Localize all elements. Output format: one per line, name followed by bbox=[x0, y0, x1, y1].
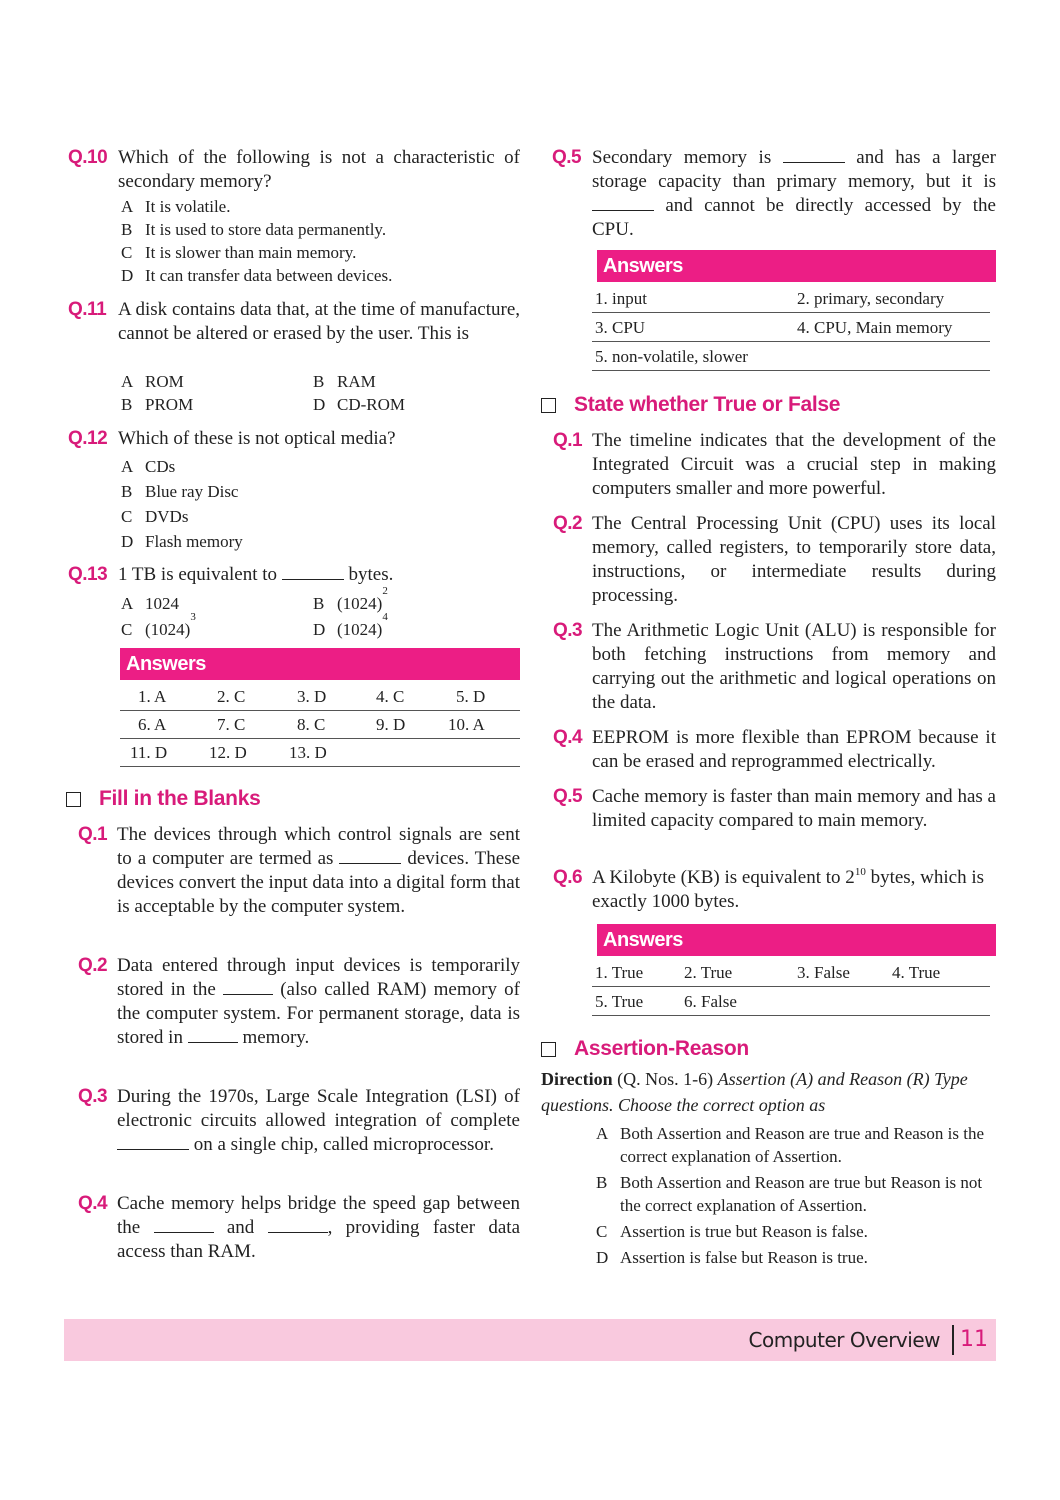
question-number: Q.3 bbox=[553, 620, 583, 641]
question-text: The Central Processing Unit (CPU) uses its local memory, called registers, to temporarily store data, instructions, or intermediate results during processing. bbox=[592, 513, 996, 606]
question-number: Q.12 bbox=[68, 428, 108, 449]
tf-question-5 bbox=[553, 785, 996, 833]
option: D (1024) 4 bbox=[313, 611, 388, 639]
section-assertion-reason bbox=[541, 1037, 749, 1061]
checkbox-icon bbox=[541, 398, 556, 413]
option: B RAM bbox=[313, 372, 376, 391]
option: C Assertion is true but Reason is false. bbox=[596, 1222, 868, 1241]
question-11-options bbox=[121, 370, 513, 416]
option: B Both Assertion and Reason are true but Reason is not the correct explanation of Assertion. bbox=[596, 1173, 983, 1215]
question-text: The devices through which control signals are sent to a computer are termed as devices. These devices convert the input data into a digital form that is acceptable by the computer system. bbox=[117, 824, 521, 917]
question-number: Q.5 bbox=[552, 147, 582, 168]
blank bbox=[268, 1216, 328, 1233]
answers-row: 1. A 2. C 3. D 4. C 5. D bbox=[120, 683, 520, 711]
question-text: During the 1970s, Large Scale Integration (LSI) of electronic circuits allowed integration of complete on a single chip, called microprocessor. bbox=[117, 1086, 520, 1155]
question-number: Q.1 bbox=[78, 824, 108, 845]
fill-question-5 bbox=[552, 146, 996, 242]
tf-question-6 bbox=[553, 866, 996, 914]
blank bbox=[282, 563, 344, 580]
question-13 bbox=[68, 563, 520, 587]
question-text: 1 TB is equivalent to bytes. bbox=[118, 564, 394, 585]
question-10 bbox=[68, 146, 520, 194]
answers-row: 5. non-volatile, slower bbox=[592, 343, 990, 371]
question-text: Cache memory helps bridge the speed gap between the and , providing faster data access than RAM. bbox=[117, 1193, 520, 1262]
option: A ROM bbox=[121, 372, 184, 391]
answers-header: Answers bbox=[597, 250, 996, 282]
answers-row: 1. input 2. primary, secondary bbox=[592, 285, 990, 313]
checkbox-icon bbox=[541, 1042, 556, 1057]
checkbox-icon bbox=[66, 792, 81, 807]
answers-header: Answers bbox=[597, 924, 996, 956]
assertion-options bbox=[596, 1122, 996, 1269]
option: A Both Assertion and Reason are true and Reason is the correct explanation of Assertion. bbox=[596, 1124, 985, 1166]
footer-divider bbox=[952, 1325, 954, 1355]
question-number: Q.11 bbox=[68, 299, 107, 320]
option: C It is slower than main memory. bbox=[121, 243, 357, 262]
question-number: Q.1 bbox=[553, 430, 583, 451]
question-text: A Kilobyte (KB) is equivalent to $2^{10}$ bytes, which is exactly 1000 bytes. bbox=[592, 866, 985, 912]
option: A It is volatile. bbox=[121, 197, 231, 216]
section-title: State whether True or False bbox=[574, 393, 841, 416]
answers-row: 3. CPU 4. CPU, Main memory bbox=[592, 314, 990, 342]
answers-row: 11. D 12. D 13. D bbox=[120, 739, 520, 767]
question-12 bbox=[68, 427, 520, 451]
option: A 1024 bbox=[121, 594, 179, 613]
fill-question-1 bbox=[78, 823, 520, 919]
question-number: Q.4 bbox=[78, 1193, 108, 1214]
question-text: Cache memory is faster than main memory and has a limited capacity compared to main memory. bbox=[592, 786, 996, 831]
question-text: A disk contains data that, at the time of manufacture, cannot be altered or erased by the user. This is bbox=[118, 299, 520, 344]
section-title: Assertion-Reason bbox=[574, 1037, 749, 1060]
section-true-false bbox=[541, 393, 840, 417]
option: B PROM bbox=[121, 395, 194, 414]
question-text: Data entered through input devices is temporarily stored in the (also called RAM) memory of the computer system. For permanent storage, data is stored in memory. bbox=[117, 955, 520, 1048]
tf-question-4 bbox=[553, 726, 996, 774]
option: D Assertion is false but Reason is true. bbox=[596, 1248, 868, 1267]
answers-row: 6. A 7. C 8. C 9. D 10. A bbox=[120, 711, 520, 739]
blank bbox=[339, 847, 401, 864]
question-number: Q.2 bbox=[553, 513, 583, 534]
question-text: Which of these is not optical media? bbox=[118, 428, 396, 449]
answers-header: Answers bbox=[120, 648, 520, 680]
question-number: Q.5 bbox=[553, 786, 583, 807]
question-text: EEPROM is more flexible than EPROM because it can be erased and reprogrammed electrically. bbox=[592, 727, 996, 772]
blank bbox=[223, 978, 273, 995]
chapter-title: Computer Overview bbox=[748, 1328, 940, 1352]
question-text: The timeline indicates that the development of the Integrated Circuit was a crucial step in making computers smaller and more powerful. bbox=[592, 430, 996, 499]
option: B It is used to store data permanently. bbox=[121, 220, 387, 239]
question-number: Q.3 bbox=[78, 1086, 108, 1107]
fill-question-3 bbox=[78, 1085, 520, 1157]
blank bbox=[188, 1026, 238, 1043]
option: D It can transfer data between devices. bbox=[121, 266, 393, 285]
question-number: Q.6 bbox=[553, 867, 583, 888]
question-text: The Arithmetic Logic Unit (ALU) is responsible for both fetching instructions from memory and carrying out the arithmetic and logical operations on the data. bbox=[592, 620, 996, 713]
page-number: 11 bbox=[960, 1327, 988, 1352]
option: D CD-ROM bbox=[313, 395, 406, 414]
blank bbox=[783, 146, 845, 163]
tf-question-3 bbox=[553, 619, 996, 715]
question-number: Q.4 bbox=[553, 727, 583, 748]
question-number: Q.10 bbox=[68, 147, 108, 168]
option: D Flash memory bbox=[121, 532, 243, 551]
answers-row: 5. True 6. False bbox=[592, 988, 990, 1016]
blank bbox=[117, 1133, 189, 1150]
question-11 bbox=[68, 298, 520, 346]
question-13-options bbox=[121, 585, 513, 643]
answers-row: 1. True 2. True 3. False 4. True bbox=[592, 959, 990, 987]
fill-question-4 bbox=[78, 1192, 520, 1264]
option: B (1024) 2 bbox=[313, 585, 388, 613]
blank bbox=[592, 194, 654, 211]
option: C DVDs bbox=[121, 507, 189, 526]
question-number: Q.2 bbox=[78, 955, 108, 976]
section-fill-in-the-blanks bbox=[66, 787, 260, 811]
assertion-direction: Direction (Q. Nos. 1-6) Assertion (A) and Reason (R) Type questions. Choose the correct option as bbox=[541, 1069, 968, 1115]
fill-question-2 bbox=[78, 954, 520, 1050]
option: B Blue ray Disc bbox=[121, 482, 239, 501]
tf-question-1 bbox=[553, 429, 996, 501]
question-12-options bbox=[121, 454, 243, 554]
option: A CDs bbox=[121, 457, 176, 476]
question-text: Which of the following is not a characteristic of secondary memory? bbox=[118, 147, 520, 192]
question-text: Secondary memory is and has a larger storage capacity than primary memory, but it is and cannot be directly accessed by the CPU. bbox=[592, 147, 997, 240]
question-10-options bbox=[121, 195, 392, 287]
question-number: Q.13 bbox=[68, 564, 108, 585]
option: C (1024) 3 bbox=[121, 611, 196, 639]
section-title: Fill in the Blanks bbox=[99, 787, 261, 810]
blank bbox=[154, 1216, 214, 1233]
tf-question-2 bbox=[553, 512, 996, 608]
page-footer bbox=[64, 1319, 996, 1361]
